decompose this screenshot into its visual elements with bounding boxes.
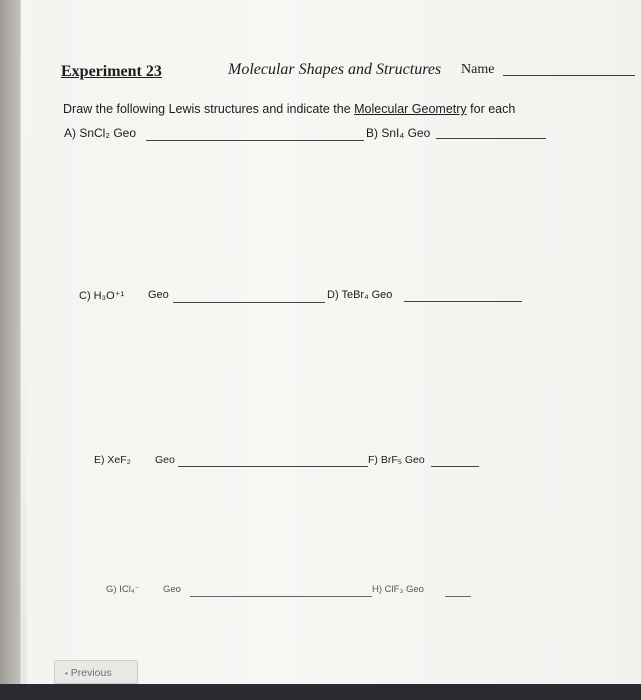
question-c-answer-line bbox=[173, 302, 325, 303]
question-e-geo: Geo bbox=[155, 454, 175, 466]
question-a-label: A) SnCl₂ Geo bbox=[64, 126, 137, 140]
question-c-label: C) H₃O⁺¹ bbox=[79, 290, 125, 302]
question-b-answer-line bbox=[436, 138, 546, 139]
instructions-emphasis: Molecular Geometry bbox=[354, 102, 467, 116]
question-f-answer-line bbox=[431, 466, 479, 467]
question-h-answer-line bbox=[445, 596, 471, 597]
instructions-prefix: Draw the following Lewis structures and indicate the bbox=[63, 102, 355, 116]
question-g-label: G) ICl₄⁻ bbox=[106, 584, 140, 595]
question-e-label: E) XeF₂ bbox=[94, 454, 131, 466]
previous-label: Previous bbox=[70, 667, 112, 679]
experiment-number: Experiment 23 bbox=[61, 63, 162, 80]
instructions-suffix: for each bbox=[466, 102, 516, 116]
question-h-label: H) ClF₃ Geo bbox=[372, 584, 424, 595]
question-b-label: B) SnI₄ Geo bbox=[366, 126, 431, 140]
name-label: Name bbox=[461, 62, 495, 77]
instructions bbox=[63, 102, 515, 116]
name-blank-line bbox=[503, 75, 635, 76]
bottom-bar bbox=[0, 684, 641, 700]
question-c-geo: Geo bbox=[148, 289, 169, 301]
question-e-answer-line bbox=[178, 466, 368, 467]
question-g-answer-line bbox=[190, 596, 372, 597]
previous-button[interactable] bbox=[54, 660, 138, 684]
question-d-answer-line bbox=[404, 301, 522, 302]
question-g-geo: Geo bbox=[163, 584, 181, 595]
question-f-label: F) BrF₅ Geo bbox=[368, 454, 425, 466]
worksheet-title: Molecular Shapes and Structures bbox=[228, 61, 442, 78]
question-d-label: D) TeBr₄ Geo bbox=[327, 289, 393, 301]
bullet-icon: • bbox=[65, 669, 68, 678]
page-left-margin bbox=[0, 0, 20, 700]
question-a-answer-line bbox=[146, 140, 364, 141]
